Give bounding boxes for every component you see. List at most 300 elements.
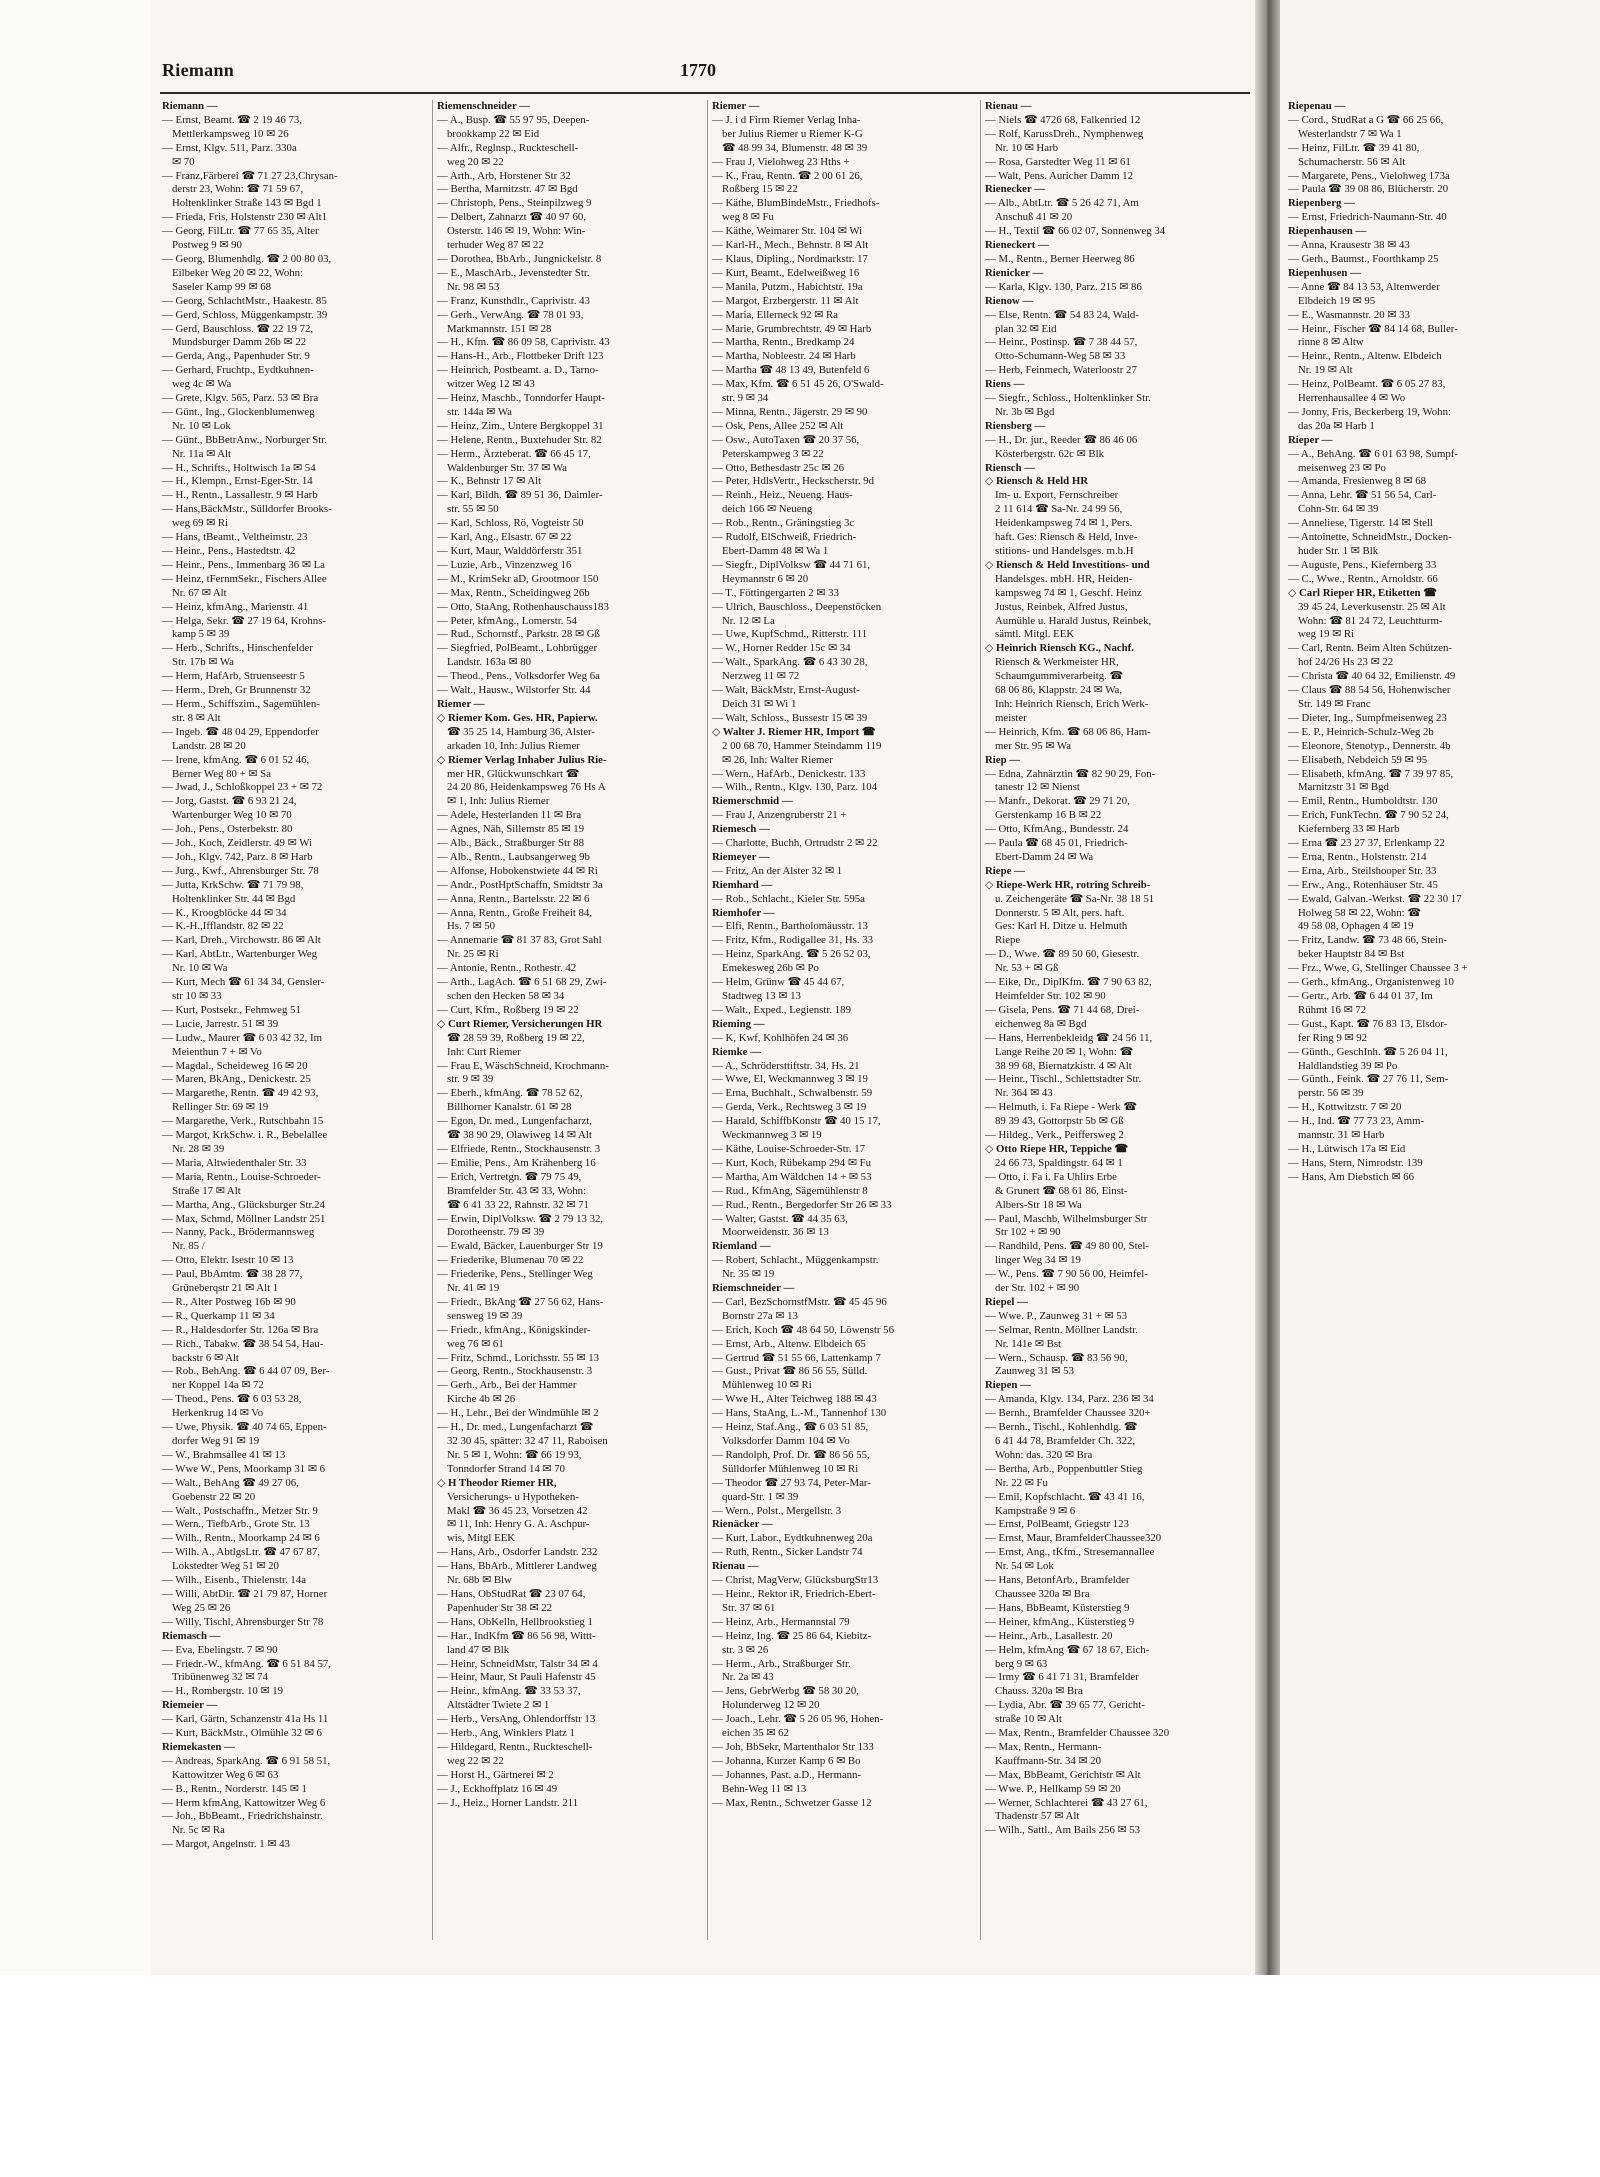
directory-entry-line: — Adele, Hesterlanden 11 ✉ Bra <box>437 809 582 822</box>
directory-entry-line: Inh: Curt Riemer <box>447 1045 521 1058</box>
directory-entry-line: terhuder Weg 87 ✉ 22 <box>447 239 544 252</box>
directory-entry-line: Makl ☎ 36 45 23, Vorsetzen 42 <box>447 1504 588 1517</box>
directory-entry-line: Rienau — <box>985 100 1032 112</box>
directory-entry-line: Holtenklinker Straße 143 ✉ Bgd 1 <box>172 197 322 210</box>
directory-entry-line: — Heinr., Arb., Lasallestr. 20 <box>985 1629 1113 1642</box>
directory-entry-line: — Walt., Hausw., Wilstorfer Str. 44 <box>437 684 591 697</box>
directory-entry-line: Cohn-Str. 64 ✉ 39 <box>1298 503 1379 516</box>
directory-entry-line: — Anna, Rentn., Große Freiheit 84, <box>437 906 593 919</box>
directory-entry-line: — Rosa, Garstedter Weg 11 ✉ 61 <box>985 155 1131 168</box>
directory-entry-line: Riemann — <box>162 100 218 112</box>
directory-entry-line: — Karl, Bildh. ☎ 89 51 36, Daimler- <box>437 489 603 502</box>
directory-entry-line: — Wwe W., Pens, Moorkamp 31 ✉ 6 <box>162 1462 325 1475</box>
directory-entry-line: 39 45 24, Leverkusenstr. 25 ✉ Alt <box>1298 600 1446 613</box>
directory-entry-line: — Reinh., Heiz., Neueng. Haus- <box>712 489 853 502</box>
directory-entry-line: 24 20 86, Heidenkampsweg 76 Hs A <box>447 781 606 794</box>
directory-entry-line: — Ludw., Maurer ☎ 6 03 42 32, Im <box>162 1031 322 1044</box>
directory-entry-line: — R., Haldesdorfer Str. 126a ✉ Bra <box>162 1323 319 1336</box>
directory-entry-line: — Heinr., Rentn., Altenw. Elbdeich <box>1288 350 1442 363</box>
directory-entry-line: — Willi, AbtDir. ☎ 21 79 87, Horner <box>162 1587 328 1600</box>
directory-entry-line: brookkamp 22 ✉ Eid <box>447 127 540 140</box>
directory-entry-line: Riepe <box>995 934 1021 947</box>
directory-entry-line: Anschuß 41 ✉ 20 <box>995 211 1073 224</box>
directory-entry-line: — H., Ind. ☎ 77 73 23, Amm- <box>1288 1115 1425 1128</box>
directory-entry-line: — Rudolf, ElSchweiß, Friedrich- <box>712 531 857 544</box>
directory-entry-line: — Margarethe, Verk., Rutschbahn 15 <box>162 1115 324 1128</box>
directory-entry-line: — Friedr.-W., kfmAng. ☎ 6 51 84 57, <box>162 1657 331 1670</box>
directory-entry-line: — H., Rentn., Lassallestr. 9 ✉ Harb <box>162 489 318 502</box>
directory-entry-line: Chauss. 320a ✉ Bra <box>995 1685 1083 1698</box>
directory-entry-line: — Ernst, Ang., tKfm., Stresemannallee <box>985 1546 1155 1559</box>
directory-entry-line: str. 55 ✉ 50 <box>447 503 499 516</box>
directory-entry-line: — Heinr, Maur, St Pauli Hafenstr 45 <box>437 1671 596 1684</box>
directory-entry-line: — Günt., BbBetrAnw., Norburger Str. <box>162 433 327 446</box>
directory-entry-line: 38 99 68, Biernatzkistr. 4 ✉ Alt <box>995 1059 1132 1072</box>
directory-entry-line: Meienthun 7 + ✉ Vo <box>172 1045 262 1058</box>
directory-entry-line: — Karl-H., Mech., Behnstr. 8 ✉ Alt <box>712 239 869 252</box>
directory-entry-line: — Eberh., kfmAng. ☎ 78 52 62, <box>437 1087 583 1100</box>
directory-entry-line: Rieneckert — <box>985 239 1049 252</box>
directory-entry-line: — Herb., Schrifts., Hinschenfelder <box>162 642 313 655</box>
directory-entry-line: — Erwin, DiplVolksw. ☎ 2 79 13 32, <box>437 1212 604 1225</box>
directory-entry-line: — Minna, Rentn., Jägerstr. 29 ✉ 90 <box>712 405 868 418</box>
directory-entry-line: — Joh., Klgv. 742, Parz. 8 ✉ Harb <box>162 850 313 863</box>
directory-entry-line: Nr. 3b ✉ Bgd <box>995 405 1055 418</box>
directory-entry-line: Rellinger Str. 69 ✉ 19 <box>172 1101 269 1114</box>
directory-entry-line: Riepenau — <box>1288 100 1346 112</box>
directory-entry-line: Riemasch — <box>162 1629 221 1642</box>
directory-entry-line: — Arth., LagAch. ☎ 6 51 68 29, Zwi- <box>437 976 607 989</box>
directory-entry-line: — Bernh., Bramfelder Chaussee 320+ <box>985 1407 1151 1420</box>
directory-entry-line: — Agnes, Näh, Sillemstr 85 ✉ 19 <box>437 823 585 836</box>
directory-entry-line: — W., Pens. ☎ 7 90 56 00, Heimfel- <box>985 1268 1148 1281</box>
directory-entry-line: ◇ H Theodor Riemer HR, <box>437 1476 557 1489</box>
directory-entry-line: Riepen — <box>985 1379 1031 1392</box>
directory-entry-line: — Gerh., Arb., Bei der Hammer <box>437 1379 577 1392</box>
directory-entry-line: Riemerschmid — <box>712 795 793 808</box>
directory-entry-line: Riemhofer — <box>712 906 775 919</box>
directory-entry-line: meister <box>995 711 1027 724</box>
directory-entry-line: — Hildegard, Rentn., Ruckteschell- <box>437 1740 593 1753</box>
directory-entry-line: — Osw., AutoTaxen ☎ 20 37 56, <box>712 433 860 446</box>
directory-entry-line: — Erna, Rentn., Holstenstr. 214 <box>1288 850 1427 863</box>
directory-entry-line: Holtenklinker Str. 44 ✉ Bgd <box>172 892 296 905</box>
directory-entry-line: Riensch & Werkmeister HR, <box>995 656 1119 669</box>
directory-entry-line: sensweg 19 ✉ 39 <box>447 1309 523 1322</box>
directory-entry-line: — Peter, kfmAng., Lomerstr. 54 <box>437 614 577 627</box>
directory-entry-line: — Antonie, Rentn., Rothestr. 42 <box>437 962 577 975</box>
directory-entry-line: Heidenkampsweg 74 ✉ 1, Pers. <box>995 517 1133 530</box>
directory-entry-line: — Uwe, Physik. ☎ 40 74 65, Eppen- <box>162 1421 327 1434</box>
directory-entry-line: u. Zeichengeräte ☎ Sa-Nr. 38 18 51 <box>995 892 1155 905</box>
directory-entry-line: — Wilh., Sattl., Am Bails 256 ✉ 53 <box>985 1824 1141 1837</box>
directory-entry-line: — Rud., Schornstf., Parkstr. 28 ✉ Gß <box>437 628 600 641</box>
directory-entry-line: — Cord., StudRat a G ☎ 66 25 66, <box>1288 113 1444 126</box>
directory-entry-line: Nr. 12 ✉ La <box>722 614 775 627</box>
directory-entry-line: ner Koppel 14a ✉ 72 <box>172 1379 264 1392</box>
directory-entry-line: Goebenstr 22 ✉ 20 <box>172 1490 256 1503</box>
directory-column-4 <box>985 100 1247 1940</box>
directory-entry-line: Rienicker — <box>985 266 1044 279</box>
directory-entry-line: — Wilh., Rentn., Moorkamp 24 ✉ 6 <box>162 1532 320 1545</box>
directory-entry-line: — K., Frau, Rentn. ☎ 2 00 61 26, <box>712 169 863 182</box>
directory-entry-line: ☎ 38 90 29, Olawiweg 14 ✉ Alt <box>447 1129 592 1142</box>
directory-entry-line: Riemer — <box>437 697 485 710</box>
directory-entry-line: Nr. 141e ✉ Bst <box>995 1337 1062 1350</box>
directory-entry-line: sämtl. Mitgl. EEK <box>995 628 1075 641</box>
directory-entry-line: — Christa ☎ 40 64 32, Emilienstr. 49 <box>1288 670 1456 683</box>
directory-entry-line: weg 76 ✉ 61 <box>447 1337 504 1350</box>
directory-entry-line: Mettlerkampsweg 10 ✉ 26 <box>172 127 289 140</box>
directory-entry-line: Rühmt 16 ✉ 72 <box>1298 1003 1367 1016</box>
directory-entry-line: — Willy, Tischl, Ahrensburger Str 78 <box>162 1615 324 1628</box>
directory-entry-line: — Jurg., Kwf., Ahrensburger Str. 78 <box>162 864 319 877</box>
directory-entry-line: ◇ Heinrich Riensch KG., Nachf. <box>985 642 1134 655</box>
directory-entry-line: — Gerd, Schloss, Müggenkampstr. 39 <box>162 308 328 321</box>
directory-entry-line: Riensberg — <box>985 419 1046 432</box>
directory-entry-line: — Rud., Rentn., Bergedorfer Str 26 ✉ 33 <box>712 1198 892 1211</box>
directory-entry-line: — Martha, Rentn., Bredkamp 24 <box>712 336 855 349</box>
directory-entry-line: — Max, Schmd, Möllner Landstr 251 <box>162 1212 326 1225</box>
directory-entry-line: — B., Rentn., Norderstr. 145 ✉ 1 <box>162 1782 307 1795</box>
directory-entry-line: Riemland — <box>712 1240 771 1253</box>
directory-entry-line: Nr. 41 ✉ 19 <box>447 1282 500 1295</box>
directory-entry-line: — Martha, Ang., Glücksburger Str.24 <box>162 1198 325 1211</box>
directory-entry-line: — Antoinette, SchneidMstr., Docken- <box>1288 531 1452 544</box>
directory-entry-line: Tonndorfer Strand 14 ✉ 70 <box>447 1462 566 1475</box>
scan-margin-left <box>0 0 148 2177</box>
directory-entry-line: — Heinr., Rektor iR, Friedrich-Ebert- <box>712 1587 876 1600</box>
directory-entry-line: quard-Str. 1 ✉ 39 <box>722 1490 799 1503</box>
directory-entry-line: — Gerh., Baumst., Foorthkamp 25 <box>1288 252 1439 265</box>
directory-entry-line: ☎ 48 99 34, Blumenstr. 48 ✉ 39 <box>722 141 868 154</box>
directory-entry-line: — Hans, tBeamt., Veltheimstr. 23 <box>162 531 308 544</box>
directory-entry-line: — Hans-H., Arb., Flottbeker Drift 123 <box>437 350 604 363</box>
directory-entry-line: — Kurt, Labor., Eydtkuhnenweg 20a <box>712 1532 873 1545</box>
directory-entry-line: berg 9 ✉ 63 <box>995 1657 1048 1670</box>
directory-entry-line: Stadtweg 13 ✉ 13 <box>722 990 801 1002</box>
directory-entry-line: — Klaus, Dipling., Nordmarkstr. 17 <box>712 252 868 265</box>
directory-entry-line: — Wwe. P., Hellkamp 59 ✉ 20 <box>985 1782 1121 1795</box>
directory-entry-line: Versicherungs- u Hypotheken- <box>447 1490 579 1503</box>
directory-entry-line: hof 24/26 Hs 23 ✉ 22 <box>1298 656 1394 669</box>
directory-entry-line: — Maria, Rentn., Louise-Schroeder- <box>162 1170 321 1183</box>
directory-entry-line: ber Julius Riemer u Riemer K-G <box>722 127 863 140</box>
directory-entry-line: 2 00 68 70, Hammer Steindamm 119 <box>722 739 882 752</box>
directory-entry-line: mer Str. 95 ✉ Wa <box>995 739 1072 752</box>
directory-entry-line: — Manila, Putzm., Habichtstr. 19a <box>712 280 863 293</box>
directory-entry-line: meisenweg 23 ✉ Po <box>1298 461 1386 474</box>
directory-entry-line: — Jwad, J., Schloßkoppel 23 + ✉ 72 <box>162 781 323 794</box>
directory-entry-line: straße 10 ✉ Alt <box>995 1713 1062 1726</box>
directory-entry-line: — H., Klempn., Ernst-Eger-Str. 14 <box>162 475 313 488</box>
directory-entry-line: — Magdal., Scheideweg 16 ✉ 20 <box>162 1059 308 1072</box>
directory-entry-line: Nerzweg 11 ✉ 72 <box>722 670 800 683</box>
directory-entry-line: Bornstr 27a ✉ 13 <box>722 1309 798 1322</box>
directory-entry-line: — Elisabeth, Nebdeich 59 ✉ 95 <box>1288 753 1428 766</box>
directory-entry-line: Nr. 10 ✉ Wa <box>172 962 228 975</box>
directory-entry-line: Thadenstr 57 ✉ Alt <box>995 1810 1080 1823</box>
directory-entry-line: — Elisabeth, kfmAng. ☎ 7 39 97 85, <box>1288 767 1454 780</box>
directory-entry-line: Str. 17b ✉ Wa <box>172 656 234 669</box>
directory-entry-line: ◇ Riemer Verlag Inhaber Julius Rie- <box>437 753 607 766</box>
directory-entry-line: — Ernst, PolBeamt, Griegstr 123 <box>985 1518 1129 1531</box>
directory-entry-line: — Kurt, Maur, Walddörferstr 351 <box>437 545 583 557</box>
directory-entry-line: Heimfelder Str. 102 ✉ 90 <box>995 990 1106 1002</box>
directory-entry-line: — Eleonore, Stenotyp., Dennerstr. 4b <box>1288 739 1451 752</box>
directory-entry-line: Riemer — <box>712 100 760 112</box>
directory-entry-line: Chaussee 320a ✉ Bra <box>995 1587 1090 1600</box>
directory-entry-line: ✉ 26, Inh: Walter Riemer <box>722 753 833 766</box>
directory-entry-line: — Walt., Postschaffn., Metzer Str. 9 <box>162 1504 318 1517</box>
directory-entry-line: — Claus ☎ 88 54 56, Hohenwischer <box>1288 684 1451 697</box>
running-head-surname: Riemann <box>162 60 235 80</box>
directory-entry-line: — Dorothea, BbArb., Jungnickelstr. 8 <box>437 252 602 265</box>
directory-entry-line: stitions- und Handelsges. m.b.H <box>995 545 1134 557</box>
directory-entry-line: — Lydia, Abr. ☎ 39 65 77, Gericht- <box>985 1699 1145 1712</box>
directory-entry-line: — Grete, Klgv. 565, Parz. 53 ✉ Bra <box>162 392 319 405</box>
directory-entry-line: — Karl, AbtLtr., Wartenburger Weg <box>162 948 318 961</box>
directory-entry-line: Nr. 25 ✉ Ri <box>447 948 499 961</box>
directory-entry-line: Postweg 9 ✉ 90 <box>172 239 242 252</box>
directory-entry-line: rinne 8 ✉ Altw <box>1298 336 1364 349</box>
directory-entry-line: Moorweidenstr. 36 ✉ 13 <box>722 1226 829 1239</box>
directory-entry-line: — Fritz, Landw. ☎ 73 48 66, Stein- <box>1288 934 1448 947</box>
directory-entry-line: — Günth., Feink. ☎ 27 76 11, Sem- <box>1288 1073 1449 1086</box>
directory-entry-line: huder Str. 1 ✉ Blk <box>1298 545 1379 557</box>
directory-entry-line: Kösterbergstr. 62c ✉ Blk <box>995 447 1105 460</box>
directory-entry-line: — Ernst, Klgv. 511, Parz. 330a <box>162 141 297 154</box>
directory-entry-line: — Anneliese, Tigerstr. 14 ✉ Stell <box>1288 517 1433 530</box>
directory-entry-line: — Joh, BbSekr, Martenthalor Str 133 <box>712 1740 874 1753</box>
directory-entry-line: — Wwe. P., Zaunweg 31 + ✉ 53 <box>985 1309 1128 1322</box>
directory-entry-line: — Käthe, BlumBindeMstr., Friedhofs- <box>712 197 880 210</box>
directory-entry-line: — Erich, Vertretgn. ☎ 79 75 49, <box>437 1170 582 1183</box>
directory-entry-line: — Emil, Rentn., Humboldtstr. 130 <box>1288 795 1438 808</box>
directory-entry-line: — Carl, BezSchornstfMstr. ☎ 45 45 96 <box>712 1295 887 1308</box>
directory-entry-line: — Robert, Schlacht., Müggenkampstr. <box>712 1254 879 1267</box>
book-gutter <box>1255 0 1280 1975</box>
directory-entry-line: — Johannes, Past. a.D., Hermann- <box>712 1768 862 1781</box>
directory-entry-line: Riemekasten — <box>162 1740 235 1753</box>
directory-entry-line: — Herm., Schiffszim., Sagemühlen- <box>162 697 320 710</box>
directory-entry-line: — Ernst, Arb., Altenw. Elbdeich 65 <box>712 1337 866 1350</box>
directory-entry-line: Otto-Schumann-Weg 58 ✉ 33 <box>995 350 1126 363</box>
directory-entry-line: — Ernst, Beamt. ☎ 2 19 46 73, <box>162 113 303 126</box>
directory-entry-line: — Niels ☎ 4726 68, Falkenried 12 <box>985 113 1141 126</box>
directory-entry-line: — Frz., Wwe, G, Stellinger Chaussee 3 + <box>1288 962 1468 975</box>
directory-entry-line: — Anna, Krausestr 38 ✉ 43 <box>1288 239 1410 252</box>
directory-entry-line: Nr. 364 ✉ 43 <box>995 1087 1053 1100</box>
directory-entry-line: — H., Dr. jur., Reeder ☎ 86 46 06 <box>985 433 1138 446</box>
directory-entry-line: — Günth., GeschInh. ☎ 5 26 04 11, <box>1288 1045 1448 1058</box>
directory-entry-line: — Arth., Arb, Horstener Str 32 <box>437 169 571 182</box>
directory-entry-line: Nr. 28 ✉ 39 <box>172 1142 225 1155</box>
directory-entry-line: Eilbeker Weg 20 ✉ 22, Wohn: <box>172 266 304 279</box>
directory-entry-line: — Max, Rentn., Hermann- <box>985 1740 1102 1753</box>
directory-entry-line: — Hans, BbArb., Mittlerer Landweg <box>437 1560 597 1573</box>
directory-entry-line: — Amanda, Klgv. 134, Parz. 236 ✉ 34 <box>985 1393 1154 1406</box>
directory-entry-line: — Margarete, Pens., Vielohweg 173a <box>1288 169 1450 182</box>
directory-entry-line: — Egon, Dr. med., Lungenfacharzt, <box>437 1115 593 1128</box>
directory-entry-line: — Paula ☎ 39 08 86, Blücherstr. 20 <box>1288 183 1449 196</box>
directory-entry-line: Waldenburger Str. 37 ✉ Wa <box>447 461 567 474</box>
directory-entry-line: — Helga, Sekr. ☎ 27 19 64, Krohns- <box>162 614 326 627</box>
directory-entry-line: Riensch — <box>985 461 1036 474</box>
directory-entry-line: — Lucie, Jarrestr. 51 ✉ 39 <box>162 1017 279 1030</box>
directory-entry-line: — Helm, Grünw ☎ 45 44 67, <box>712 976 845 989</box>
directory-entry-line: — Helmuth, i. Fa Riepe - Werk ☎ <box>985 1101 1137 1114</box>
directory-entry-line: — Heinz, Ing. ☎ 25 86 64, Kiebitz- <box>712 1629 872 1642</box>
directory-entry-line: — Gerh., kfmAng., Organistenweg 10 <box>1288 976 1454 989</box>
directory-entry-line: — Herm., Arb., Straßburger Str. <box>712 1657 851 1670</box>
directory-column-3 <box>712 100 974 1940</box>
directory-entry-line: — Wilh., Eisenb., Thielenstr. 14a <box>162 1574 307 1587</box>
directory-entry-line: — Theod., Pens., Volksdorfer Weg 6a <box>437 670 600 683</box>
directory-entry-line: — Walt., Exped., Legienstr. 189 <box>712 1003 851 1016</box>
directory-entry-line: — E., Wasmannstr. 20 ✉ 33 <box>1288 308 1410 321</box>
directory-entry-line: — Max, Rentn., Bramfelder Chaussee 320 <box>985 1727 1170 1740</box>
directory-entry-line: Riepel — <box>985 1295 1028 1308</box>
directory-entry-line: — Georg, Rentn., Stockhausenstr. 3 <box>437 1365 593 1378</box>
directory-entry-line: — Heinr., Pens., Immenbarg 36 ✉ La <box>162 558 325 571</box>
directory-entry-line: str. 9 ✉ 34 <box>722 392 769 405</box>
directory-entry-line: — Käthe, Louise-Schroeder-Str. 17 <box>712 1142 866 1155</box>
directory-entry-line: — Alb., Rentn., Laubsangerweg 9b <box>437 850 590 863</box>
directory-entry-line: — Anna, Lehr. ☎ 51 56 54, Carl- <box>1288 489 1437 502</box>
directory-entry-line: Riemhard — <box>712 878 773 891</box>
directory-entry-line: — Martha, Am Wäldchen 14 + ✉ 53 <box>712 1170 872 1183</box>
directory-entry-line: Nr. 68b ✉ Blw <box>447 1574 512 1587</box>
directory-entry-line: — Frau J, Anzengruberstr 21 + <box>712 809 847 822</box>
directory-entry-line: — Herb, Feinmech, Waterloostr 27 <box>985 364 1137 377</box>
directory-entry-line: — Kurt, Beamt., Edelweißweg 16 <box>712 266 860 279</box>
directory-entry-line: Nr. 85 / <box>172 1240 205 1253</box>
directory-entry-line: — Anna, Rentn., Bartelsstr. 22 ✉ 6 <box>437 892 590 905</box>
directory-entry-line: — Gerd, Bauschloss. ☎ 22 19 72, <box>162 322 314 335</box>
directory-entry-line: Herkenkrug 14 ✉ Vo <box>172 1407 264 1420</box>
directory-entry-line: weg 19 ✉ Ri <box>1298 628 1355 641</box>
directory-entry-line: Wohn: das. 320 ✉ Bra <box>995 1448 1093 1461</box>
directory-entry-line: str. 144a ✉ Wa <box>447 405 512 418</box>
directory-entry-line: ◇ Riemer Kom. Ges. HR, Papierw. <box>437 711 598 724</box>
directory-entry-line: — Max, BbBeamt, Gerichtstr ✉ Alt <box>985 1768 1141 1781</box>
directory-entry-line: — Heinr., Pens., Hastedtstr. 42 <box>162 545 296 557</box>
directory-entry-line: schen den Hecken 58 ✉ 34 <box>447 990 565 1002</box>
directory-entry-line: — Curt, Kfm., Roßberg 19 ✉ 22 <box>437 1003 579 1016</box>
directory-entry-line: — Bertha, Marnitzstr. 47 ✉ Bgd <box>437 183 578 196</box>
directory-entry-line: — Jutta, KrkSchw. ☎ 71 79 98, <box>162 878 304 891</box>
directory-entry-line: — Wilh. A., AbtlgsLtr. ☎ 47 67 87, <box>162 1546 320 1559</box>
directory-entry-line: — Walt, BäckMstr, Ernst-August- <box>712 684 860 697</box>
directory-entry-line: Landstr. 28 ✉ 20 <box>172 739 246 752</box>
directory-entry-line: — Paul, Maschb, Wilhelmsburger Str <box>985 1212 1148 1225</box>
directory-entry-line: Holweg 58 ✉ 22, Wohn: ☎ <box>1298 906 1421 919</box>
directory-entry-line: — Bertha, Arb., Poppenbuttler Stieg <box>985 1462 1143 1475</box>
directory-entry-line: — Alfr., Reglnsp., Ruckteschell- <box>437 141 579 154</box>
directory-entry-line: Str 102 + ✉ 90 <box>995 1226 1061 1239</box>
directory-entry-line: — Jorg, Gastst. ☎ 6 93 21 24, <box>162 795 297 808</box>
directory-entry-line: — Har., IndKfm ☎ 86 56 98, Wittt- <box>437 1629 596 1642</box>
directory-entry-line: — Emil, Kopfschlacht. ☎ 43 41 16, <box>985 1490 1145 1503</box>
directory-entry-line: — Erna, Arb., Steilshooper Str. 33 <box>1288 864 1437 877</box>
directory-entry-line: — Ulrich, Bauschloss., Deepenstöcken <box>712 600 882 613</box>
directory-entry-line: — Selmar, Rentn. Möllner Landstr. <box>985 1323 1138 1336</box>
directory-entry-line: — T., Föttingergarten 2 ✉ 33 <box>712 586 839 599</box>
directory-entry-line: Nr. 67 ✉ Alt <box>172 586 227 599</box>
directory-entry-line: — Eike, Dr., DiplKfm. ☎ 7 90 63 82, <box>985 976 1152 989</box>
directory-entry-line: Behn-Weg 11 ✉ 13 <box>722 1782 807 1795</box>
directory-entry-line: — Herm, HafArb, Struenseestr 5 <box>162 670 305 683</box>
directory-entry-line: — Gisela, Pens. ☎ 71 44 68, Drei- <box>985 1003 1140 1016</box>
directory-entry-line: — Margot, Erzbergerstr. 11 ✉ Alt <box>712 294 859 307</box>
directory-entry-line: mer HR, Glückwunschkart ☎ <box>447 767 580 780</box>
directory-column-2 <box>437 100 699 1940</box>
directory-entry-line: 49 58 08, Ophagen 4 ✉ 19 <box>1298 920 1414 933</box>
directory-entry-line: Rienow — <box>985 294 1034 307</box>
directory-entry-line: — E., MaschArb., Jevenstedter Str. <box>437 266 590 279</box>
directory-entry-line: — Friederike, Pens., Stellinger Weg <box>437 1268 593 1281</box>
directory-entry-line: — Franz, Kunsthdlr., Caprivistr. 43 <box>437 294 590 307</box>
directory-entry-line: perstr. 56 ✉ 39 <box>1298 1087 1364 1100</box>
directory-entry-line: — Wern., TiefbArb., Grote Str. 13 <box>162 1518 310 1531</box>
directory-entry-line: — Werner, Schlachterei ☎ 43 27 61, <box>985 1796 1148 1809</box>
directory-entry-line: 2 11 614 ☎ Sa-Nr. 24 99 56, <box>995 503 1123 516</box>
directory-entry-line: — Friedr., kfmAng., Königskinder- <box>437 1323 591 1336</box>
directory-entry-line: weg 69 ✉ Ri <box>172 517 229 530</box>
directory-entry-line: eichenweg 8a ✉ Bgd <box>995 1017 1087 1030</box>
directory-entry-line: — Günt., Ing., Glockenblumenweg <box>162 405 315 418</box>
directory-entry-line: — R., Querkamp 11 ✉ 34 <box>162 1309 275 1322</box>
directory-entry-line: weg 20 ✉ 22 <box>447 155 504 168</box>
directory-entry-line: — Ingeb. ☎ 48 04 29, Eppendorfer <box>162 725 319 738</box>
directory-entry-line: Riemke — <box>712 1045 761 1058</box>
directory-entry-line: — Emilie, Pens., Am Krähenberg 16 <box>437 1156 596 1169</box>
directory-entry-line: Rienäcker — <box>712 1518 773 1531</box>
directory-entry-line: — H., Textil ☎ 66 02 07, Sonnenweg 34 <box>985 225 1166 238</box>
directory-entry-line: — Max, Rentn., Schwetzer Gasse 12 <box>712 1796 872 1809</box>
directory-entry-line: — Hans, BetonfArb., Bramfelder <box>985 1574 1130 1587</box>
directory-entry-line: Handelsges. mbH. HR, Heiden- <box>995 572 1133 585</box>
directory-entry-line: — Otto, i. Fa i. Fa Uhlirs Erbe <box>985 1170 1117 1183</box>
directory-entry-line: — Martha, Nobleestr. 24 ✉ Harb <box>712 350 856 363</box>
directory-entry-line: Riemeyer — <box>712 850 770 863</box>
directory-entry-line: Rieper — <box>1288 433 1333 446</box>
directory-entry-line: Papenhuder Str 38 ✉ 22 <box>447 1601 553 1614</box>
directory-entry-line: — E. P., Heinrich-Schulz-Weg 2b <box>1288 725 1434 738</box>
directory-entry-line: linger Weg 34 ✉ 19 <box>995 1254 1081 1267</box>
directory-entry-line: — Frieda, Fris, Holstenstr 230 ✉ Alt1 <box>162 211 328 224</box>
directory-entry-line: — Karl, Ang., Elsastr. 67 ✉ 22 <box>437 531 572 544</box>
directory-entry-line: Mundsburger Damm 26b ✉ 22 <box>172 336 307 349</box>
directory-entry-line: — Helm, kfmAng ☎ 67 18 67, Eich- <box>985 1643 1150 1656</box>
directory-entry-line: — Randolph, Prof. Dr. ☎ 86 56 55, <box>712 1448 870 1461</box>
directory-entry-line: — Otto, StaAng, Rothenhauschauss183 <box>437 600 609 613</box>
directory-entry-line: — H., Kottwitzstr. 7 ✉ 20 <box>1288 1101 1402 1114</box>
directory-entry-line: Mühlenweg 10 ✉ Ri <box>722 1379 812 1392</box>
directory-entry-line: — Carl, Rentn. Beim Alten Schützen- <box>1288 642 1453 655</box>
directory-entry-line: Kiefernberg 33 ✉ Harb <box>1298 823 1400 836</box>
directory-entry-line: Kirche 4b ✉ 26 <box>447 1393 516 1406</box>
directory-entry-line: — Heinz, kfmAng., Marienstr. 41 <box>162 600 309 613</box>
directory-entry-line: — Johanna, Kurzer Kamp 6 ✉ Bo <box>712 1754 861 1767</box>
directory-entry-line: — Max, Kfm. ☎ 6 51 45 26, O'Swald- <box>712 378 884 391</box>
directory-entry-line: — Gerhard, Fruchtp., Eydtkuhnen- <box>162 364 314 377</box>
directory-entry-line: — Amanda, Fresienweg 8 ✉ 68 <box>1288 475 1426 488</box>
directory-entry-line: Berner Weg 80 + ✉ Sa <box>172 767 271 780</box>
directory-entry-line: arkaden 10, Inh: Julius Riemer <box>447 739 580 752</box>
directory-entry-line: ◇ Curt Riemer, Versicherungen HR <box>437 1017 603 1030</box>
